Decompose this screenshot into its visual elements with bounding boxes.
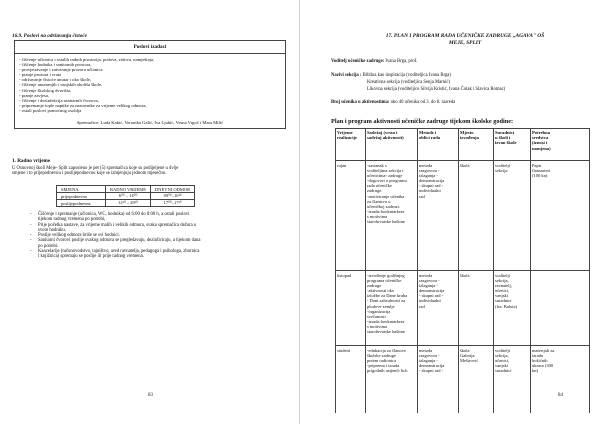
- leader-value: Ivana Brga, prof.: [385, 59, 418, 64]
- table-cell-time: [337, 163, 346, 168]
- leader-label: Voditelj učeničke zadruge:: [331, 59, 385, 64]
- rule-text: i knjižnica) spremaju se poslije ili prije radnog vremena.: [38, 254, 144, 260]
- table-cell-partners: [495, 348, 512, 373]
- rule-text: Poslije velikog odmora briše se svi hodnici.: [38, 233, 120, 239]
- cell-line: ukrasa (300: [532, 363, 554, 369]
- table-row-rule: [335, 128, 589, 129]
- shift-header-cell: DNEVNI ODMOR: [151, 186, 195, 193]
- cell-line: materijali za: [532, 348, 555, 353]
- cell-line: starohrvatske baštine: [367, 219, 405, 225]
- table-row-rule: [335, 160, 589, 161]
- table-cell-partners: [495, 163, 510, 173]
- cell-line: - skupni rad -: [419, 183, 444, 189]
- table-header-cell: [419, 130, 440, 140]
- header-line: izvan škole: [495, 140, 517, 146]
- shift-cell: 6⁰⁰ – 14⁰⁰: [106, 193, 151, 200]
- sections-label: Nazivi sekcija :: [331, 73, 362, 78]
- cell-line: izlaganja -: [419, 358, 438, 364]
- cell-line: metoda: [419, 348, 433, 353]
- cell-line: rujan: [337, 163, 347, 168]
- duty-item: - čišćenje učionica i ostalih radnih prostorija, podova, zidova, namještaja,: [19, 57, 155, 62]
- duty-item: - ostali poslovi pomoćnog osoblja: [19, 107, 82, 113]
- section-item: Biblina kao inspiracija (voditeljica Ivana Brga): [362, 73, 451, 78]
- table-column-rule: [530, 128, 531, 413]
- cell-line: učenici,: [495, 288, 510, 294]
- cell-line: učenicima- zadruge: [367, 173, 403, 179]
- table-cell-content: [367, 163, 407, 224]
- header-line: Suradnici: [495, 130, 515, 135]
- activities-heading: Plan i program aktivnosti učeničke zadruge tijekom školske godine:: [331, 118, 514, 125]
- title-line: 17. PLAN I PROGRAM RADA UČENIČKE ZADRUGE „AGAVA" OŠ: [385, 33, 545, 39]
- table-column-rule: [458, 128, 459, 413]
- cell-line: individualni: [419, 188, 441, 194]
- bullet-dash-icon: -: [30, 212, 32, 217]
- bullet-dash-icon: -: [30, 249, 32, 255]
- cell-line: demonstracija: [419, 363, 445, 369]
- right-page-title: [345, 33, 585, 47]
- cleaners-signatories: Spremačice: Luda Kakić, Veronika Galić, Iva Ljubić, Vesna Vrgoč i Mara Milić: [76, 120, 224, 125]
- cell-line: demonstracija: [419, 288, 445, 294]
- cell-line: - skupni rad -: [419, 293, 444, 299]
- cell-line: izložbe za Dane kruha: [367, 293, 408, 299]
- rule-text: po potrebi.: [38, 243, 59, 249]
- table-column-rule: [493, 128, 494, 413]
- cell-line: - Dani zahvalnosti za: [367, 298, 406, 304]
- cell-line: sekcija: [495, 168, 508, 174]
- shift-cell: poslijepodnevna: [57, 200, 106, 207]
- cell-line: -dogovori o programu: [367, 178, 407, 184]
- cell-line: razgovora -: [419, 353, 440, 359]
- cell-line: -organizacija: [367, 308, 391, 314]
- title-line: MEJE, SPLIT: [448, 40, 482, 46]
- cell-line: voditeljima sekcija i: [367, 168, 404, 174]
- table-header-cell: [367, 130, 404, 140]
- bullet-dash-icon: -: [30, 238, 32, 244]
- duty-item: - pripremanje tople napitke za nastavnike za vrijeme velikog odmora,: [19, 102, 147, 108]
- table-cell-time: [337, 273, 351, 278]
- bullet-dash-icon: -: [30, 233, 32, 239]
- table-cell-content: [367, 273, 407, 334]
- duties-list: [19, 57, 154, 113]
- table-row-rule: [335, 345, 589, 346]
- cell-line: izradu: [532, 353, 544, 359]
- section-heading: 16.9. Poslovi na održavanju čistoće: [12, 33, 87, 39]
- rule-text: Sanitarni čvorovi poslije svakog odmora se pregledavaju, dezinficiraju, a tijekom dana: [38, 238, 201, 244]
- header-line: Metode i: [419, 130, 437, 135]
- table-column-rule: [417, 128, 418, 413]
- cell-line: voditelji: [495, 163, 510, 168]
- table-cell-place: [460, 273, 470, 278]
- cell-line: izlaganja -: [419, 173, 438, 179]
- cell-line: voditelji: [495, 348, 510, 353]
- page-number-left: 83: [148, 393, 153, 398]
- cell-line: listopad: [337, 273, 352, 278]
- duty-item: - čišćenje školskog dvorišta,: [19, 87, 72, 93]
- cell-line: sekcija,: [495, 278, 509, 284]
- shift-cell: 12¹⁰ – 20¹⁰: [106, 200, 151, 207]
- rule-text: Kancelarije (računovodstvo, tajništvo, ured ravnatelja, pedagoga i psihologa, zbornica: [38, 249, 200, 255]
- cell-line: suradnici: [495, 368, 512, 374]
- cell-line: izlaganja -: [419, 283, 438, 289]
- cell-line: ravnatelj,: [495, 283, 512, 289]
- shift-table-header-row: [57, 186, 195, 193]
- cell-line: -motiviranje učenika: [367, 193, 405, 199]
- header-line: realizacije: [337, 135, 358, 141]
- cell-line: metoda: [419, 273, 433, 278]
- shift-table-row: [57, 200, 195, 207]
- cell-line: suradnici: [495, 298, 512, 304]
- subsection-title: 1. Radno vrijeme: [12, 158, 51, 164]
- duty-item: - čišćenje i dezinfekcija sanitarnih čvorova,: [19, 97, 99, 103]
- cell-line: razgovora -: [419, 168, 440, 174]
- rule-text: Prije početka nastave, za vrijeme malih i velikih odmora, svaka spremačica dežura u: [38, 222, 197, 228]
- cell-line: starohrvatske baštine: [367, 329, 405, 335]
- shift-cell: 09⁰⁰–10¹⁰: [151, 193, 195, 200]
- cell-line: individualni: [419, 298, 441, 304]
- header-line: namjena): [532, 145, 551, 151]
- table-header-cell: [460, 130, 479, 140]
- duties-box-header: Poslovi izađaci: [15, 41, 285, 54]
- cell-line: demonstracija: [419, 178, 445, 184]
- table-cell-place: [460, 348, 478, 363]
- shift-table-row: [57, 193, 195, 200]
- cell-line: programa učeničke: [367, 278, 402, 284]
- table-row-rule: [335, 270, 589, 271]
- cell-line: -sastanak s: [367, 163, 387, 168]
- table-cell-place: [460, 163, 470, 168]
- cell-line: flomasteri: [532, 168, 551, 174]
- bullet-dash-icon: -: [30, 222, 32, 228]
- header-line: oblici rada: [419, 135, 441, 141]
- header-line: Sadržaj (vrsta i: [367, 130, 398, 135]
- cell-line: Galerija: [460, 353, 475, 359]
- shift-header-cell: RADNO VRIJEME: [106, 186, 151, 193]
- students-value: oko 40 učenika od 3. do 8. razreda: [390, 100, 456, 105]
- students-label: Broj učenika u aktivnostima:: [331, 100, 390, 105]
- cell-line: studeni: [337, 348, 350, 353]
- cell-line: -priprema i izrada: [367, 363, 400, 369]
- table-column-rule: [589, 128, 590, 413]
- sections-block: [331, 73, 451, 78]
- table-header-cell: [532, 130, 551, 151]
- header-line: Potrebna: [532, 130, 551, 135]
- cell-line: škola: [460, 348, 470, 353]
- cell-line: sekcija,: [495, 353, 509, 359]
- header-line: Mjesto: [460, 130, 474, 135]
- section-item: Likovna sekcija (voditeljice Silvija Kristić, Ivana Čolak i Slavica Romac): [367, 87, 506, 92]
- duty-item: - održavanje čistoće unutar i oko škole,: [19, 77, 92, 83]
- cell-line: -izrada bookmarkera: [367, 208, 405, 214]
- cell-line: -edukacija za članove: [367, 348, 406, 353]
- table-cell-resources: [532, 348, 554, 373]
- table-cell-methods: [419, 273, 444, 309]
- cell-line: škola: [460, 273, 470, 278]
- cell-line: razgovora -: [419, 278, 440, 284]
- table-column-rule: [365, 128, 366, 413]
- cell-line: Meštrović: [460, 358, 479, 364]
- duty-item: - čišćenje unutarnjih i vanjskih okoliša škole,: [19, 82, 103, 88]
- header-line: u školi i: [495, 135, 511, 141]
- cell-line: - skupni rad -: [419, 368, 444, 374]
- table-header-cell: [337, 130, 357, 140]
- cell-line: vanjski: [495, 293, 508, 299]
- cell-line: vanjski: [495, 363, 508, 369]
- shift-header-cell: SMJENA: [57, 186, 106, 193]
- shift-cell: 17⁰⁰–17³⁰: [151, 200, 195, 207]
- cell-line: Papir: [532, 163, 542, 168]
- cell-line: -izvođenje godišnjeg: [367, 273, 405, 278]
- shift-table: [56, 185, 195, 207]
- cell-line: učeničkoj zadruzi.: [367, 203, 400, 209]
- cell-line: božićnih: [532, 358, 548, 364]
- cell-line: rad: [419, 303, 425, 309]
- rule-text: Čišćenje i spremanje (učionica, WC, hodnika) od 6:00 do 8:00 h, a ostali poslovi: [38, 212, 190, 217]
- activities-table: [335, 128, 589, 413]
- shift-cell: prijepodnevna: [57, 193, 106, 200]
- cell-line: (fra. Balota): [495, 303, 517, 309]
- table-cell-resources: [532, 163, 550, 178]
- table-cell-time: [337, 348, 350, 353]
- cell-line: zadruge: [367, 283, 382, 289]
- table-header-cell: [495, 130, 517, 146]
- cell-line: metoda: [419, 163, 433, 168]
- cell-line: škola: [460, 163, 470, 168]
- duty-item: - čišćenje hodnika i sanitarnih prostora,: [19, 62, 92, 68]
- cell-line: rad: [419, 193, 425, 199]
- section-item: Kreativna sekcija (voditeljica Senja Marnić): [367, 80, 451, 85]
- working-rules-list: [30, 212, 200, 260]
- duty-item: - provjetravanje i zatvaranje prozora učionica: [19, 67, 103, 73]
- rule-text: svom hodniku.: [38, 227, 66, 233]
- cell-line: -izrada bookmarkera: [367, 318, 405, 324]
- cell-line: plodove zemlje: [367, 303, 395, 309]
- cell-line: (100 kn): [532, 173, 548, 179]
- working-hours-paragraph: [12, 166, 287, 177]
- leader-line: [331, 59, 417, 64]
- table-cell-methods: [419, 348, 444, 373]
- cell-line: rada učeničke: [367, 183, 392, 189]
- cell-line: s motivima: [367, 323, 388, 329]
- table-cell-content: [367, 348, 408, 373]
- cell-line: za članstvo u: [367, 198, 391, 204]
- cell-line: svečanosti: [367, 313, 386, 319]
- table-cell-partners: [495, 273, 517, 309]
- cell-line: učenici,: [495, 358, 510, 364]
- duty-item: - pranje prozora i vrata: [19, 72, 62, 78]
- cell-line: s motivima: [367, 213, 388, 219]
- header-line: Vrijeme: [337, 130, 353, 135]
- cell-line: školske zadruge: [367, 353, 396, 359]
- duties-box: [14, 40, 286, 129]
- cell-line: putem radionica: [367, 358, 397, 364]
- page-number-right: 84: [558, 393, 563, 398]
- students-line: [331, 100, 455, 105]
- cell-line: kn): [532, 368, 538, 374]
- cell-line: zadruge.: [367, 188, 383, 194]
- header-line: sredstva: [532, 135, 549, 141]
- header-line: sadržaj aktivnosti): [367, 135, 404, 141]
- duty-item: - pranje zavjesa,: [19, 92, 49, 98]
- cell-line: -aktivnosti oko: [367, 288, 395, 294]
- table-column-rule: [335, 128, 336, 413]
- rule-text: tijekom radnog vremena po potrebi,: [38, 217, 106, 223]
- rule-item: [30, 254, 200, 259]
- header-line: (iznosi i: [532, 140, 548, 146]
- paragraph-line: U Osnovnoj školi Meje- Split zaposleno je pet (5) spremačica koje su podijeljene u dvije: [12, 166, 179, 171]
- paragraph-line: smjene i to prijepodnevnu i poslijepodnevnu koje se izmjenjuju jednom mjesečno.: [12, 171, 167, 177]
- table-cell-methods: [419, 163, 444, 199]
- cell-line: prigodnih ustjenči lich: [367, 368, 408, 374]
- header-line: izvođenja: [460, 135, 479, 141]
- cell-line: voditelji: [495, 273, 510, 278]
